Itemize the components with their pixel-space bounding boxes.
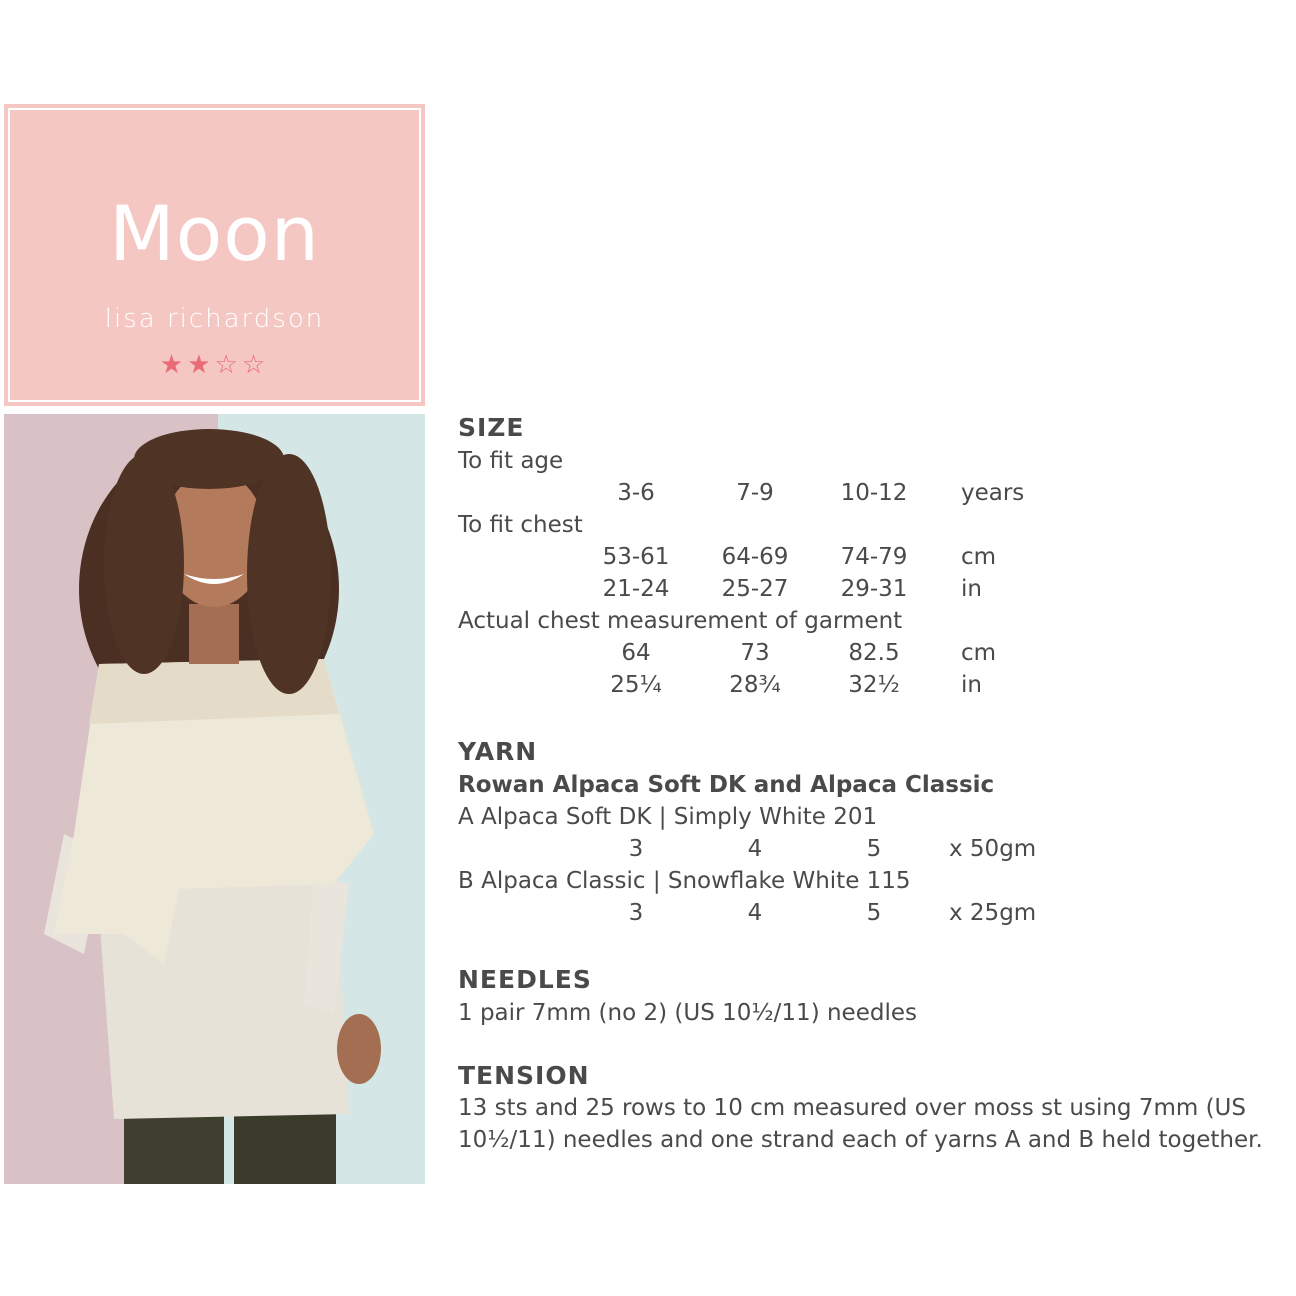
yarn-b-qty: 4 [747, 900, 763, 926]
age-unit: years [961, 480, 1025, 506]
needles-heading: NEEDLES [458, 965, 592, 994]
age-value: 3-6 [617, 480, 655, 506]
star-empty-icon: ☆ [214, 350, 242, 380]
star-filled-icon: ★ [159, 350, 188, 380]
age-label: To fit age [458, 448, 564, 474]
yarn-a-qty: 4 [747, 836, 763, 862]
model-photo-illustration [4, 414, 425, 1184]
yarn-b-unit: x 25gm [949, 900, 1037, 926]
yarn-b-qty: 3 [628, 900, 644, 926]
actual-cm-unit: cm [961, 640, 997, 666]
yarn-a-qty: 3 [628, 836, 644, 862]
actual-in-unit: in [961, 672, 982, 698]
model-photo [4, 414, 425, 1184]
chest-cm-value: 53-61 [602, 544, 670, 570]
age-value: 10-12 [840, 480, 908, 506]
designer-name: lisa richardson [104, 304, 325, 334]
actual-cm-value: 73 [740, 640, 770, 666]
actual-in-value: 32½ [848, 672, 900, 698]
chest-in-value: 25-27 [721, 576, 789, 602]
actual-cm-value: 82.5 [848, 640, 900, 666]
star-empty-icon: ☆ [241, 350, 270, 380]
size-heading: SIZE [458, 413, 525, 442]
chest-cm-unit: cm [961, 544, 997, 570]
yarn-heading: YARN [458, 737, 538, 766]
chest-cm-value: 64-69 [721, 544, 789, 570]
yarn-b-qty: 5 [866, 900, 882, 926]
pattern-title: Moon [109, 189, 320, 278]
actual-in-value: 28¾ [729, 672, 781, 698]
yarn-b-label: B Alpaca Classic | Snowflake White 115 [458, 868, 911, 894]
actual-in-value: 25¼ [610, 672, 662, 698]
difficulty-rating [4, 352, 425, 378]
yarn-a-label: A Alpaca Soft DK | Simply White 201 [458, 804, 878, 830]
star-filled-icon: ★ [187, 350, 215, 380]
title-card [4, 104, 425, 406]
chest-cm-value: 74-79 [840, 544, 908, 570]
chest-in-value: 21-24 [602, 576, 670, 602]
tension-line-1: 13 sts and 25 rows to 10 cm measured over moss st using 7mm (US [458, 1095, 1246, 1121]
yarn-a-qty: 5 [866, 836, 882, 862]
chest-in-unit: in [961, 576, 982, 602]
actual-chest-label: Actual chest measurement of garment [458, 608, 903, 634]
needles-text: 1 pair 7mm (no 2) (US 10½/11) needles [458, 1000, 917, 1026]
chest-label: To fit chest [458, 512, 583, 538]
chest-in-value: 29-31 [840, 576, 908, 602]
tension-line-2: 10½/11) needles and one strand each of yarns A and B held together. [458, 1127, 1263, 1153]
age-value: 7-9 [736, 480, 774, 506]
tension-heading: TENSION [458, 1061, 590, 1090]
yarn-name: Rowan Alpaca Soft DK and Alpaca Classic [458, 772, 995, 798]
actual-cm-value: 64 [621, 640, 651, 666]
yarn-a-unit: x 50gm [949, 836, 1037, 862]
